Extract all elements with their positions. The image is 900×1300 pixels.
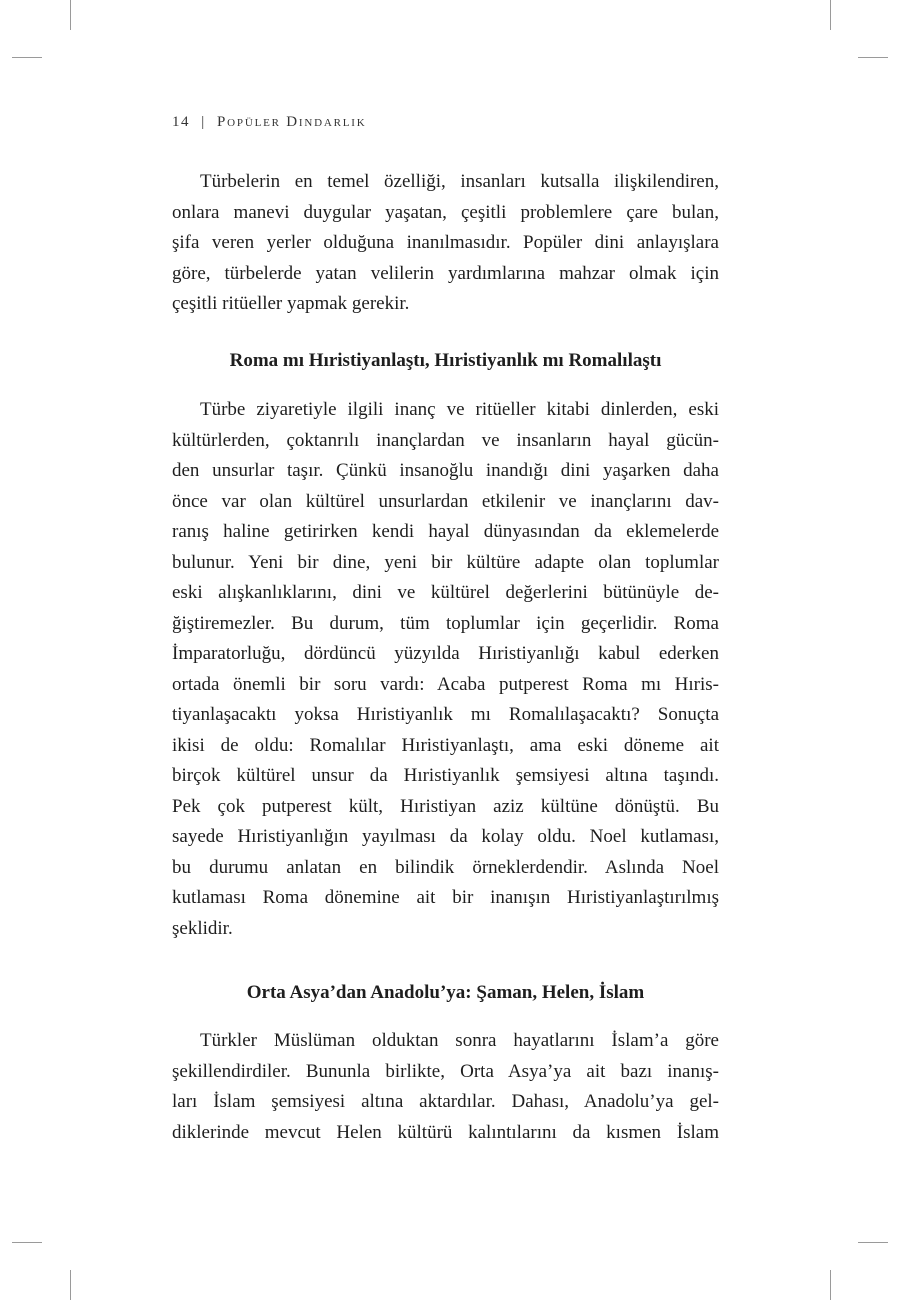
text-line: şeklidir. (172, 917, 233, 939)
section-heading-2: Orta Asya’dan Anadolu’ya: Şaman, Helen, İslam (246, 982, 645, 1003)
page-number: 14 (172, 114, 190, 130)
text-line: onlara manevi duygular yaşatan, çeşitli problemlere çare bulan, (172, 201, 719, 223)
book-title: Popüler Dindarlık (217, 114, 367, 130)
crop-mark (858, 57, 888, 58)
text-line: önce var olan kültürel unsurlardan etkilenir ve inançlarını dav- (172, 490, 719, 512)
text-line: eski alışkanlıklarını, dini ve kültürel değerlerini bütünüyle de- (172, 582, 719, 603)
text-line: İmparatorluğu, dördüncü yüzyılda Hıristiyanlığı kabul ederken (172, 643, 719, 664)
text-line: ranış haline getirirken kendi hayal dünyasından da eklemelerde (172, 521, 719, 542)
crop-mark (830, 1270, 831, 1300)
text-line: kültürlerden, çoktanrılı inançlardan ve insanların hayal gücün- (172, 429, 719, 451)
crop-mark (830, 0, 831, 30)
crop-mark (12, 57, 42, 58)
crop-mark (70, 0, 71, 30)
running-head (172, 114, 366, 131)
text-line: sayede Hıristiyanlığın yayılması da kolay oldu. Noel kutlaması, (172, 826, 719, 847)
text-line: birçok kültürel unsur da Hıristiyanlık şemsiyesi altına taşındı. (172, 765, 719, 786)
crop-mark (12, 1242, 42, 1243)
text-line: tiyanlaşacaktı yoksa Hıristiyanlık mı Romalılaşacaktı? Sonuçta (172, 704, 719, 725)
paragraph-1 (172, 167, 719, 320)
text-line: ortada önemli bir soru vardı: Acaba putperest Roma mı Hıris- (172, 673, 719, 695)
text-line: bulunur. Yeni bir dine, yeni bir kültüre adapte olan toplumlar (172, 551, 719, 573)
text-line: bu durumu anlatan en bilindik örneklerdendir. Aslında Noel (172, 856, 719, 878)
text-line: ikisi de oldu: Romalılar Hıristiyanlaştı, ama eski döneme ait (172, 734, 719, 756)
text-line: şifa veren yerler olduğuna inanılmasıdır. Popüler dini anlayışlara (172, 232, 719, 253)
text-line: kutlaması Roma dönemine ait bir inanışın Hıristiyanlaştırılmış (172, 887, 719, 908)
text-line: den unsurlar taşır. Çünkü insanoğlu inandığı dini yaşarken daha (172, 460, 719, 481)
paragraph-3 (172, 1026, 719, 1148)
paragraph-2 (172, 395, 719, 944)
text-line: ları İslam şemsiyesi altına aktardılar. Dahası, Anadolu’ya gel- (172, 1091, 719, 1112)
text-line: diklerinde mevcut Helen kültürü kalıntılarını da kısmen İslam (172, 1121, 719, 1143)
text-line: Türkler Müslüman olduktan sonra hayatlarını İslam’a göre (200, 1030, 719, 1051)
text-line: çeşitli ritüeller yapmak gerekir. (172, 293, 410, 314)
section-heading-1: Roma mı Hıristiyanlaştı, Hıristiyanlık mı Romalılaştı (229, 350, 662, 371)
header-separator: | (201, 114, 206, 130)
crop-mark (858, 1242, 888, 1243)
text-line: göre, türbelerde yatan velilerin yardımlarına mahzar olmak için (172, 262, 719, 284)
text-line: Türbe ziyaretiyle ilgili inanç ve ritüeller kitabi dinlerden, eski (200, 399, 719, 420)
text-line: ğiştiremezler. Bu durum, tüm toplumlar için geçerlidir. Roma (172, 612, 719, 634)
text-line: şekillendirdiler. Bununla birlikte, Orta Asya’ya ait bazı inanış- (172, 1060, 719, 1082)
text-line: Pek çok putperest kült, Hıristiyan aziz kültüne dönüştü. Bu (172, 795, 719, 817)
text-line: Türbelerin en temel özelliği, insanları kutsalla ilişkilendiren, (200, 171, 719, 192)
crop-mark (70, 1270, 71, 1300)
